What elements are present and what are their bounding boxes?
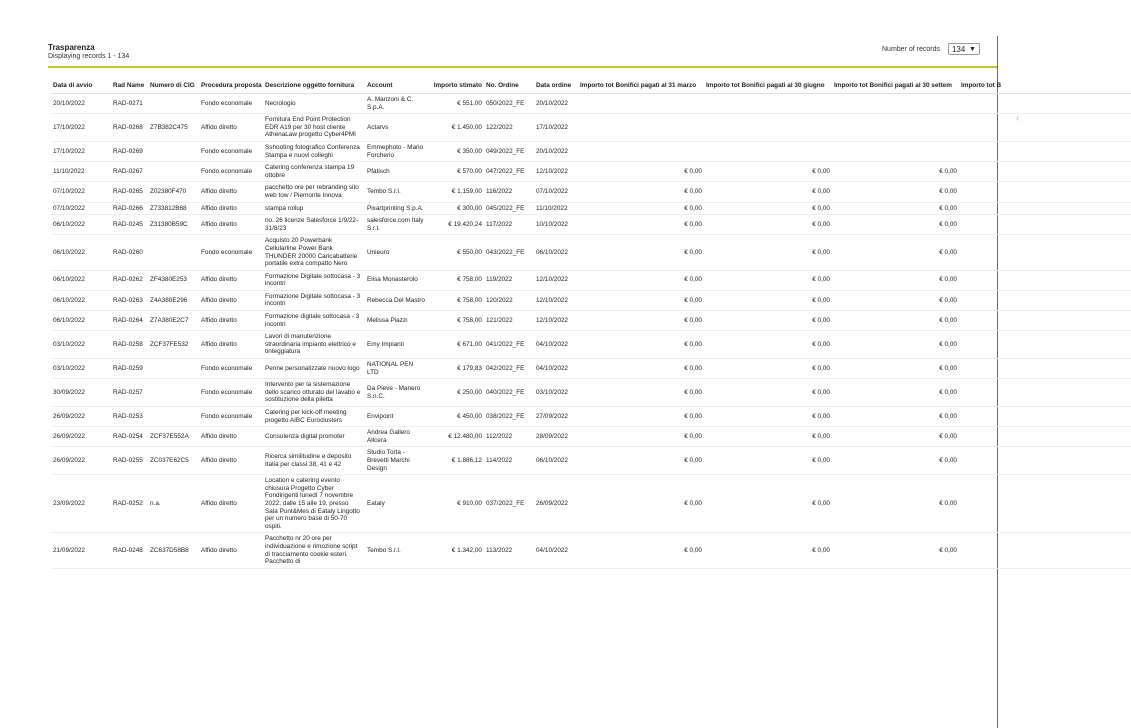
table-cell: Catering per kick-off meeting progetto AIBC Euroclusters xyxy=(263,407,365,427)
table-cell: Affido diretto xyxy=(199,290,263,310)
table-cell xyxy=(959,331,1131,359)
table-cell: € 1.450,00 xyxy=(428,114,484,142)
table-cell: Z7A380E2C7 xyxy=(148,311,199,331)
table-cell: € 0,00 xyxy=(832,533,959,568)
table-cell: Affido diretto xyxy=(199,270,263,290)
table-cell: Affido diretto xyxy=(199,182,263,202)
table-cell xyxy=(704,141,832,161)
column-header[interactable]: Data ordine xyxy=(534,77,578,94)
records-grid xyxy=(51,77,1002,728)
table-cell: Formazione Digitale sottocasa - 3 incontri xyxy=(263,270,365,290)
table-cell: RAD-0265 xyxy=(111,182,148,202)
table-cell: € 0,00 xyxy=(832,359,959,379)
table-cell: € 0,00 xyxy=(832,447,959,475)
table-cell: RAD-0271 xyxy=(111,94,148,114)
table-cell: RAD-0266 xyxy=(111,202,148,215)
table-cell: RAD-0245 xyxy=(111,215,148,235)
table-cell: € 758,00 xyxy=(428,290,484,310)
table-cell xyxy=(959,235,1131,270)
table-cell xyxy=(148,235,199,270)
column-header[interactable]: Importo tot Bonifici pagati al 31 marzo xyxy=(578,77,704,94)
table-cell: € 0,00 xyxy=(832,407,959,427)
table-cell: 06/10/2022 xyxy=(51,270,111,290)
table-cell: Z733812B68 xyxy=(148,202,199,215)
table-cell: 03/10/2022 xyxy=(534,379,578,407)
table-cell: 28/09/2022 xyxy=(534,427,578,447)
table-cell: € 0,00 xyxy=(578,475,704,533)
table-cell: 050/2022_FE xyxy=(484,94,534,114)
table-row[interactable] xyxy=(51,311,1131,331)
table-cell: € 0,00 xyxy=(704,162,832,182)
table-cell: Affido diretto xyxy=(199,447,263,475)
table-cell: Rebecca Del Mastro xyxy=(365,290,428,310)
table-cell xyxy=(959,114,1131,142)
table-cell: € 758,00 xyxy=(428,311,484,331)
table-cell: 23/09/2022 xyxy=(51,475,111,533)
table-cell: RAD-0267 xyxy=(111,162,148,182)
table-cell: RAD-0257 xyxy=(111,379,148,407)
table-cell: pacchetto ore per rebranding sito web tow / Piemonte Innova xyxy=(263,182,365,202)
table-cell: 12/10/2022 xyxy=(534,162,578,182)
table-row[interactable] xyxy=(51,331,1131,359)
table-cell: 038/2022_FE xyxy=(484,407,534,427)
table-cell: 037/2022_FE xyxy=(484,475,534,533)
column-header[interactable]: Importo tot B xyxy=(959,77,1131,94)
table-cell: Fondo economale xyxy=(199,235,263,270)
table-cell: 113/2022 xyxy=(484,533,534,568)
table-cell: 07/10/2022 xyxy=(51,182,111,202)
table-cell: 122/2022 xyxy=(484,114,534,142)
table-cell xyxy=(578,141,704,161)
table-cell: 10/10/2022 xyxy=(534,215,578,235)
table-cell: 06/10/2022 xyxy=(51,311,111,331)
table-cell: Melissa Piazzi xyxy=(365,311,428,331)
table-cell: € 12.480,00 xyxy=(428,427,484,447)
table-cell: 27/09/2022 xyxy=(534,407,578,427)
table-cell: Elisa Monasterolo xyxy=(365,270,428,290)
table-cell: Emy Impianti xyxy=(365,331,428,359)
table-cell xyxy=(959,475,1131,533)
column-header[interactable]: Procedura proposta xyxy=(199,77,263,94)
table-row[interactable] xyxy=(51,162,1131,182)
table-cell xyxy=(832,141,959,161)
table-cell: ZF4380E253 xyxy=(148,270,199,290)
table-cell: 20/10/2022 xyxy=(51,94,111,114)
table-cell: 20/10/2022 xyxy=(534,94,578,114)
table-cell xyxy=(832,94,959,114)
table-cell: € 0,00 xyxy=(704,235,832,270)
table-cell: 040/2022_FE xyxy=(484,379,534,407)
table-cell xyxy=(148,162,199,182)
table-cell: Fondo economale xyxy=(199,379,263,407)
table-cell xyxy=(704,94,832,114)
table-row[interactable] xyxy=(51,290,1131,310)
table-cell: 03/10/2022 xyxy=(51,331,111,359)
column-header[interactable]: Importo tot Bonifici pagati al 30 settem xyxy=(832,77,959,94)
table-cell: € 0,00 xyxy=(832,475,959,533)
column-header[interactable]: Importo stimato xyxy=(428,77,484,94)
table-cell: € 0,00 xyxy=(704,359,832,379)
table-cell: 04/10/2022 xyxy=(534,331,578,359)
records-select[interactable] xyxy=(948,43,980,55)
table-cell xyxy=(959,162,1131,182)
table-cell: A. Manzoni & C. S.p.A. xyxy=(365,94,428,114)
table-cell: Affido diretto xyxy=(199,311,263,331)
table-cell: Ricerca similitudine e deposito Italia per classi 38, 41 e 42 xyxy=(263,447,365,475)
column-header[interactable]: Importo tot Bonifici pagati al 30 giugno xyxy=(704,77,832,94)
table-cell: n.a. xyxy=(148,475,199,533)
table-cell: RAD-0248 xyxy=(111,533,148,568)
table-cell: Catering conferenza stampa 19 ottobre xyxy=(263,162,365,182)
table-cell: Pfatisch xyxy=(365,162,428,182)
table-cell: 06/10/2022 xyxy=(534,235,578,270)
table-row[interactable] xyxy=(51,359,1131,379)
table-cell: Envipoint xyxy=(365,407,428,427)
table-cell: 06/10/2022 xyxy=(534,447,578,475)
table-cell: 26/09/2022 xyxy=(51,447,111,475)
table-cell: Affido diretto xyxy=(199,533,263,568)
table-cell: € 550,00 xyxy=(428,235,484,270)
records-label: Number of records xyxy=(882,45,940,53)
table-cell: 12/10/2022 xyxy=(534,290,578,310)
table-cell: ZCF37FE532 xyxy=(148,331,199,359)
table-row[interactable] xyxy=(51,215,1131,235)
table-cell: € 0,00 xyxy=(704,290,832,310)
table-cell xyxy=(148,407,199,427)
table-cell: € 758,00 xyxy=(428,270,484,290)
table-cell: € 0,00 xyxy=(578,331,704,359)
table-cell: Unieuro xyxy=(365,235,428,270)
table-cell: € 0,00 xyxy=(704,270,832,290)
table-cell: 11/10/2022 xyxy=(534,202,578,215)
table-row[interactable] xyxy=(51,533,1131,568)
table-cell: 30/09/2022 xyxy=(51,379,111,407)
table-cell xyxy=(578,94,704,114)
table-cell: NATIONAL PEN LTD xyxy=(365,359,428,379)
table-cell: RAD-0254 xyxy=(111,427,148,447)
table-cell: € 0,00 xyxy=(578,427,704,447)
table-cell: Affido diretto xyxy=(199,331,263,359)
table-cell xyxy=(148,141,199,161)
table-cell: Affido diretto xyxy=(199,114,263,142)
table-cell: € 0,00 xyxy=(704,202,832,215)
table-cell: 06/10/2022 xyxy=(51,215,111,235)
table-cell: 26/09/2022 xyxy=(51,427,111,447)
table-cell xyxy=(959,427,1131,447)
table-cell: € 0,00 xyxy=(832,331,959,359)
records-control xyxy=(882,43,980,55)
table-cell: € 0,00 xyxy=(832,290,959,310)
table-cell: RAD-0252 xyxy=(111,475,148,533)
page-title: Trasparenza xyxy=(48,43,95,52)
table-cell: ZC037E62C5 xyxy=(148,447,199,475)
table-row[interactable] xyxy=(51,235,1131,270)
table-cell: 04/10/2022 xyxy=(534,533,578,568)
table-cell: salesforce.com Italy S.r.l. xyxy=(365,215,428,235)
column-header[interactable]: Data di avvio xyxy=(51,77,111,94)
table-cell: 03/10/2022 xyxy=(51,359,111,379)
table-cell: € 300,00 xyxy=(428,202,484,215)
table-cell: 045/2022_FE xyxy=(484,202,534,215)
table-cell: 120/2022 xyxy=(484,290,534,310)
table-cell: Z02380F470 xyxy=(148,182,199,202)
table-cell: 041/2022_FE xyxy=(484,331,534,359)
table-cell: Affido diretto xyxy=(199,215,263,235)
table-cell: Consulenza digital promoter xyxy=(263,427,365,447)
table-cell: Formazione digitale sottocasa - 3 incontri xyxy=(263,311,365,331)
table-cell: Sshooting fotografico Conferenza Stampa e nuovi colleghi xyxy=(263,141,365,161)
table-cell: € 910,00 xyxy=(428,475,484,533)
table-cell: 119/2022 xyxy=(484,270,534,290)
table-cell: € 570,00 xyxy=(428,162,484,182)
table-cell xyxy=(578,114,704,142)
table-cell: Lavori di manutenzione straordinaria impianto elettrico e tinteggiatura xyxy=(263,331,365,359)
table-cell: € 0,00 xyxy=(704,447,832,475)
table-cell: € 0,00 xyxy=(704,311,832,331)
table-cell: Acquisto 20 Powerbank Cellularline Power Bank THUNDER 20000 Caricabatterie portatile extra compatto Nero xyxy=(263,235,365,270)
table-cell: € 179,83 xyxy=(428,359,484,379)
table-cell: Eataly xyxy=(365,475,428,533)
table-cell: Affido diretto xyxy=(199,475,263,533)
table-cell: Andrea Gallero Allcera xyxy=(365,427,428,447)
table-cell xyxy=(959,202,1131,215)
table-cell xyxy=(148,94,199,114)
table-cell: RAD-0260 xyxy=(111,235,148,270)
table-cell: € 0,00 xyxy=(832,427,959,447)
table-header-row xyxy=(51,77,1131,94)
table-row[interactable] xyxy=(51,475,1131,533)
table-cell: Tembo S.r.l. xyxy=(365,533,428,568)
table-row[interactable] xyxy=(51,141,1131,161)
table-cell: Z7B382C475 xyxy=(148,114,199,142)
table-cell xyxy=(148,359,199,379)
table-cell: 04/10/2022 xyxy=(534,359,578,379)
table-cell: 07/10/2022 xyxy=(534,182,578,202)
table-cell: € 0,00 xyxy=(578,182,704,202)
table-cell: Affido diretto xyxy=(199,202,263,215)
table-cell: € 0,00 xyxy=(704,407,832,427)
table-cell: 06/10/2022 xyxy=(51,235,111,270)
scroll-handle-icon[interactable]: ‹ xyxy=(1016,113,1020,124)
table-cell: 11/10/2022 xyxy=(51,162,111,182)
table-row[interactable] xyxy=(51,427,1131,447)
column-header[interactable]: Numero di CIG xyxy=(148,77,199,94)
table-cell: € 0,00 xyxy=(704,379,832,407)
table-cell xyxy=(959,359,1131,379)
table-row[interactable] xyxy=(51,114,1131,142)
table-cell: € 0,00 xyxy=(578,447,704,475)
table-cell: € 0,00 xyxy=(704,331,832,359)
table-row[interactable] xyxy=(51,270,1131,290)
table-cell: RAD-0264 xyxy=(111,311,148,331)
table-cell: € 0,00 xyxy=(578,202,704,215)
table-cell xyxy=(959,215,1131,235)
table-cell: Fondo economale xyxy=(199,359,263,379)
records-summary: Displaying records 1 - 134 xyxy=(48,53,130,60)
table-cell: € 0,00 xyxy=(578,407,704,427)
table-cell: no. 26 licenze Salesforce 1/9/22-31/8/23 xyxy=(263,215,365,235)
table-cell: RAD-0255 xyxy=(111,447,148,475)
table-cell: ZC637D58B8 xyxy=(148,533,199,568)
table-cell: Intervento per la sistemazione dello scarico otturato del lavabo e sostituzione della piletta xyxy=(263,379,365,407)
table-cell: € 0,00 xyxy=(832,235,959,270)
table-cell: € 1.159,00 xyxy=(428,182,484,202)
table-row[interactable] xyxy=(51,379,1131,407)
table-cell: € 0,00 xyxy=(704,215,832,235)
table-cell: € 0,00 xyxy=(832,215,959,235)
table-cell: 117/2022 xyxy=(484,215,534,235)
table-cell: € 0,00 xyxy=(578,235,704,270)
table-cell: € 250,00 xyxy=(428,379,484,407)
table-cell xyxy=(959,182,1131,202)
table-cell: 06/10/2022 xyxy=(51,290,111,310)
table-cell: € 551,00 xyxy=(428,94,484,114)
table-cell: € 0,00 xyxy=(704,182,832,202)
table-cell: € 0,00 xyxy=(832,182,959,202)
table-cell: 17/10/2022 xyxy=(51,114,111,142)
table-cell: € 1.886,12 xyxy=(428,447,484,475)
table-cell: € 0,00 xyxy=(578,290,704,310)
table-cell: 049/2022_FE xyxy=(484,141,534,161)
table-cell: € 0,00 xyxy=(578,359,704,379)
table-cell xyxy=(959,533,1131,568)
table-cell: Affido diretto xyxy=(199,427,263,447)
table-cell: € 0,00 xyxy=(578,162,704,182)
table-row[interactable] xyxy=(51,202,1131,215)
table-cell: Fondo economale xyxy=(199,141,263,161)
table-cell: Fondo economale xyxy=(199,407,263,427)
table-cell xyxy=(959,141,1131,161)
table-cell: RAD-0259 xyxy=(111,359,148,379)
table-cell: RAD-0263 xyxy=(111,290,148,310)
table-cell xyxy=(959,407,1131,427)
table-cell: 26/09/2022 xyxy=(51,407,111,427)
table-cell: € 0,00 xyxy=(832,162,959,182)
table-cell: 114/2022 xyxy=(484,447,534,475)
table-cell: Fornitura End Point Protection EDR A19 per 30 host cliente AthenaLaw progetto Cyber4PMI xyxy=(263,114,365,142)
table-cell: Fondo economale xyxy=(199,162,263,182)
records-table xyxy=(51,77,1131,569)
table-cell: € 19.420,24 xyxy=(428,215,484,235)
header-divider xyxy=(48,66,997,68)
table-cell: € 0,00 xyxy=(832,270,959,290)
table-cell: € 1.342,00 xyxy=(428,533,484,568)
table-cell: € 0,00 xyxy=(578,270,704,290)
table-cell: Emmephoto - Mario Forcherio xyxy=(365,141,428,161)
table-cell: Pixartprinting S.p.A. xyxy=(365,202,428,215)
table-cell: € 0,00 xyxy=(704,475,832,533)
records-select-value: 134 xyxy=(951,44,966,54)
table-cell: RAD-0269 xyxy=(111,141,148,161)
table-cell: RAD-0268 xyxy=(111,114,148,142)
table-row[interactable] xyxy=(51,407,1131,427)
table-cell: 043/2022_FE xyxy=(484,235,534,270)
table-cell: Location e catering evento chiusura Progetto Cyber Fondirigenti lunedì 7 novembre 2022, dalle 15 alle 19, presso Sala Punt&Mes di Eataly Lingotto per un numero base di 50-70 ospiti. xyxy=(263,475,365,533)
table-cell: € 0,00 xyxy=(578,311,704,331)
table-cell: Da Pieve - Manero S.n.C. xyxy=(365,379,428,407)
table-cell: € 0,00 xyxy=(832,202,959,215)
table-cell xyxy=(704,114,832,142)
table-cell xyxy=(959,447,1131,475)
column-header[interactable]: Account xyxy=(365,77,428,94)
table-cell xyxy=(959,270,1131,290)
table-cell: Actarvs xyxy=(365,114,428,142)
table-row[interactable] xyxy=(51,94,1131,114)
table-cell: Pacchetto nr 20 ore per individuazione e rimozione script di tracciamento cookie esteri. Pacchetto di xyxy=(263,533,365,568)
table-cell: € 0,00 xyxy=(832,311,959,331)
table-cell: 12/10/2022 xyxy=(534,311,578,331)
table-cell: Tembo S.r.l. xyxy=(365,182,428,202)
table-body xyxy=(51,94,1131,569)
table-cell: Fondo economale xyxy=(199,94,263,114)
table-cell: € 0,00 xyxy=(832,379,959,407)
table-cell: 17/10/2022 xyxy=(534,114,578,142)
table-cell: € 0,00 xyxy=(704,533,832,568)
table-cell: RAD-0258 xyxy=(111,331,148,359)
table-cell: Necrologio xyxy=(263,94,365,114)
table-cell: € 0,00 xyxy=(578,215,704,235)
table-cell: Studio Torta - Brevetti Marchi Design xyxy=(365,447,428,475)
table-cell: € 450,00 xyxy=(428,407,484,427)
title-block xyxy=(48,43,129,61)
table-cell: 17/10/2022 xyxy=(51,141,111,161)
table-cell: 116/2022 xyxy=(484,182,534,202)
chevron-down-icon: ▼ xyxy=(969,45,976,53)
table-cell: Z4A380E296 xyxy=(148,290,199,310)
table-cell xyxy=(959,311,1131,331)
column-header[interactable]: Descrizione oggetto fornitura xyxy=(263,77,365,94)
table-cell: Penne personalizzate nuovo logo xyxy=(263,359,365,379)
table-cell: 12/10/2022 xyxy=(534,270,578,290)
table-cell: Formazione Digitale sottocasa - 3 incontri xyxy=(263,290,365,310)
table-cell: Z31380B59C xyxy=(148,215,199,235)
table-cell: 112/2022 xyxy=(484,427,534,447)
table-cell: 21/09/2022 xyxy=(51,533,111,568)
table-cell xyxy=(959,379,1131,407)
table-cell: ZCF37E552A xyxy=(148,427,199,447)
table-cell: 121/2022 xyxy=(484,311,534,331)
table-row[interactable] xyxy=(51,447,1131,475)
table-row[interactable] xyxy=(51,182,1131,202)
table-cell: stampa rollup xyxy=(263,202,365,215)
table-cell: € 0,00 xyxy=(578,533,704,568)
table-cell: € 350,00 xyxy=(428,141,484,161)
table-cell: 047/2022_FE xyxy=(484,162,534,182)
table-cell: € 0,00 xyxy=(704,427,832,447)
table-cell: 042/2022_FE xyxy=(484,359,534,379)
column-header[interactable]: No. Ordine xyxy=(484,77,534,94)
table-cell: RAD-0262 xyxy=(111,270,148,290)
table-cell: 20/10/2022 xyxy=(534,141,578,161)
table-cell: 26/09/2022 xyxy=(534,475,578,533)
table-cell xyxy=(959,290,1131,310)
column-header[interactable]: Rad Name xyxy=(111,77,148,94)
table-cell: 07/10/2022 xyxy=(51,202,111,215)
table-cell: € 0,00 xyxy=(578,379,704,407)
table-cell xyxy=(832,114,959,142)
table-cell: RAD-0253 xyxy=(111,407,148,427)
table-cell xyxy=(959,94,1131,114)
table-cell xyxy=(148,379,199,407)
table-cell: € 671,00 xyxy=(428,331,484,359)
